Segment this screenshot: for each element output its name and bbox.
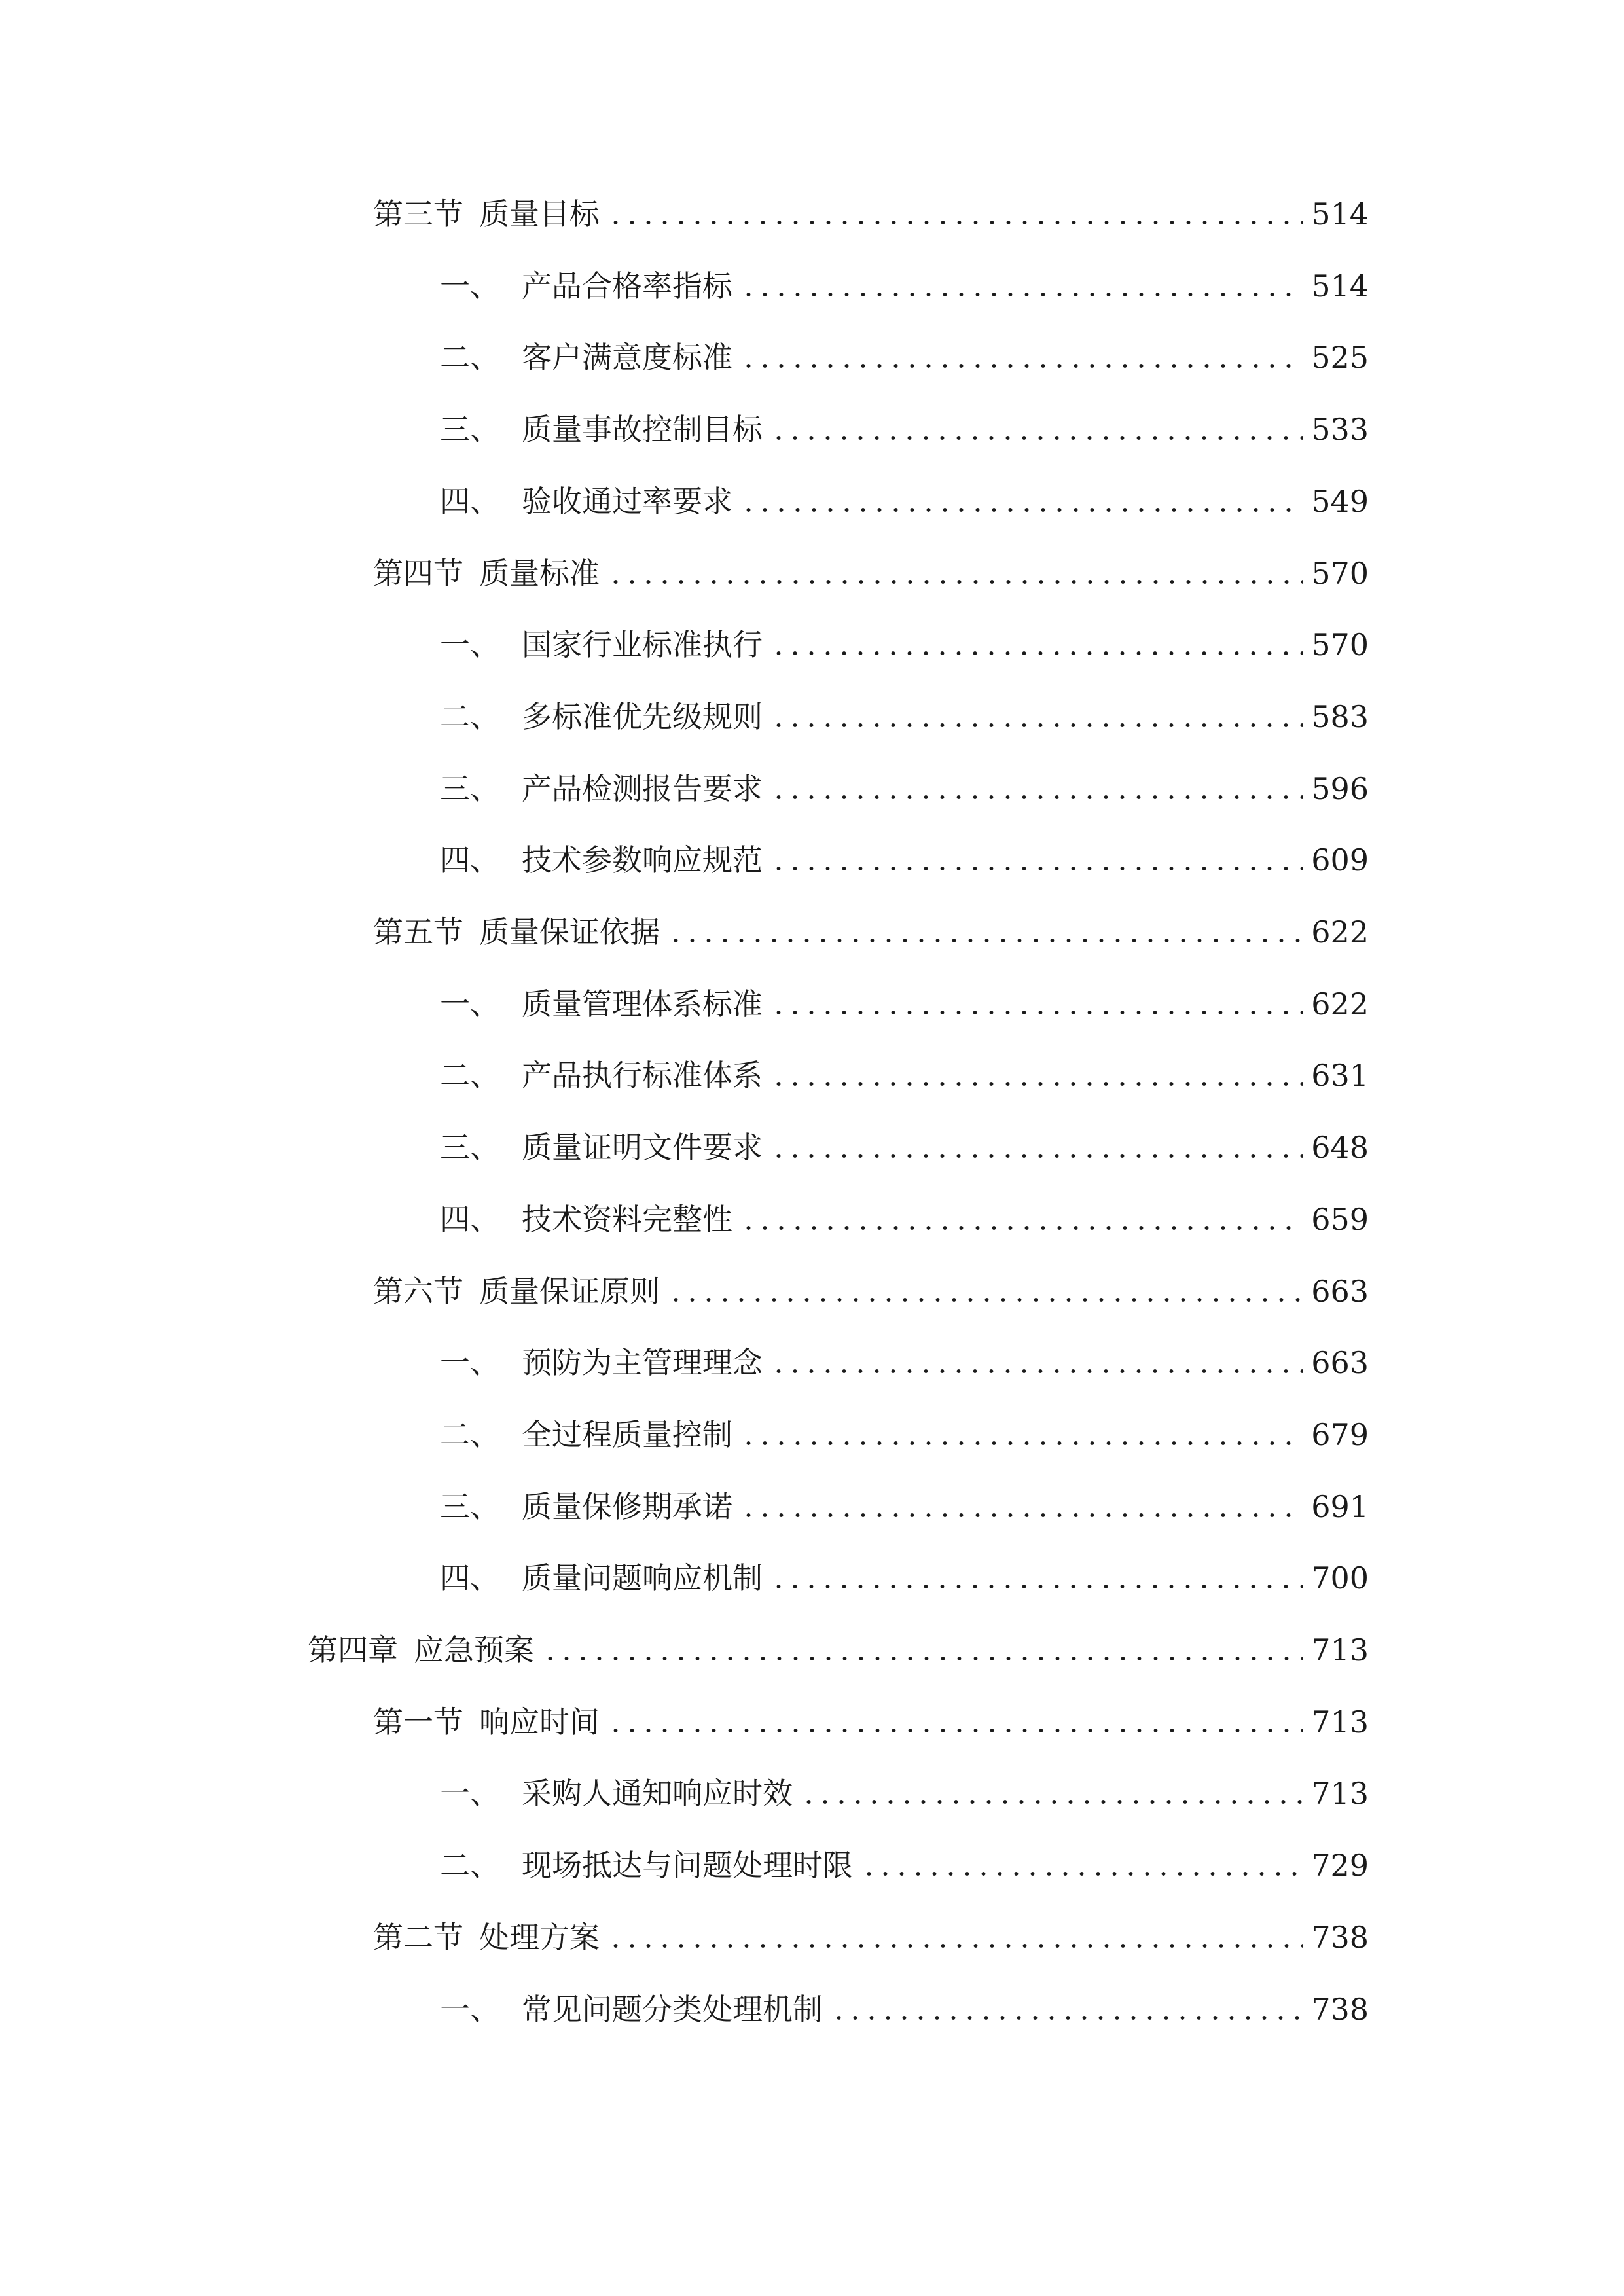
toc-entry-page-number: 713: [1311, 1776, 1369, 1811]
toc-entry-page-number: 700: [1311, 1560, 1369, 1596]
toc-entry-title: 质量问题响应机制: [522, 1560, 763, 1596]
toc-entry-page-number: 609: [1311, 842, 1369, 878]
dot-leader: [607, 1943, 1303, 1948]
toc-entry-title: 现场抵达与问题处理时限: [522, 1848, 853, 1883]
dot-leader: [770, 1153, 1303, 1158]
toc-entry-page-number: 663: [1311, 1345, 1369, 1380]
toc-entry-number: 二、: [440, 1417, 500, 1452]
dot-leader: [607, 1728, 1303, 1733]
toc-entry-item[interactable]: [440, 406, 1369, 452]
dot-leader: [801, 1799, 1303, 1804]
toc-entry-title: 质量事故控制目标: [522, 412, 763, 447]
toc-entry-number: 第六节: [373, 1274, 463, 1309]
toc-entry-title: 常见问题分类处理机制: [522, 1992, 823, 2027]
toc-entry-title: 客户满意度标准: [522, 340, 732, 375]
dot-leader: [770, 1369, 1303, 1374]
toc-entry-title: 多标准优先级规则: [522, 699, 763, 734]
toc-entry-page-number: 570: [1311, 627, 1369, 662]
toc-entry-number: 四、: [440, 842, 500, 878]
dot-leader: [668, 938, 1303, 943]
toc-entry-page-number: 570: [1311, 556, 1369, 591]
toc-entry-title: 质量保证依据: [479, 914, 660, 950]
toc-entry-number: 四、: [440, 1202, 500, 1237]
toc-entry-item[interactable]: [440, 478, 1369, 524]
toc-entry-title: 质量标准: [479, 556, 600, 591]
toc-entry-number: 三、: [440, 412, 500, 447]
toc-entry-number: 二、: [440, 340, 500, 375]
toc-entry-item[interactable]: [440, 1124, 1369, 1170]
toc-entry-item[interactable]: [440, 1340, 1369, 1386]
toc-entry-item[interactable]: [440, 981, 1369, 1027]
dot-leader: [770, 1584, 1303, 1589]
toc-entry-page-number: 549: [1311, 484, 1369, 519]
toc-entry-item[interactable]: [440, 622, 1369, 668]
toc-entry-item[interactable]: [440, 1412, 1369, 1458]
toc-entry-number: 一、: [440, 1345, 500, 1380]
dot-leader: [770, 1081, 1303, 1086]
toc-entry-title: 质量管理体系标准: [522, 986, 763, 1022]
toc-entry-title: 全过程质量控制: [522, 1417, 732, 1452]
toc-entry-title: 采购人通知响应时效: [522, 1776, 793, 1811]
toc-entry-section[interactable]: [373, 1268, 1369, 1314]
dot-leader: [770, 1010, 1303, 1015]
toc-entry-title: 质量目标: [479, 196, 600, 232]
dot-leader: [740, 1225, 1303, 1230]
dot-leader: [770, 435, 1303, 440]
toc-entry-page-number: 583: [1311, 699, 1369, 734]
toc-entry-number: 第五节: [373, 914, 463, 950]
toc-entry-number: 第一节: [373, 1704, 463, 1740]
toc-entry-page-number: 659: [1311, 1202, 1369, 1237]
toc-entry-page-number: 729: [1311, 1848, 1369, 1883]
toc-entry-item[interactable]: [440, 837, 1369, 883]
dot-leader: [770, 651, 1303, 656]
toc-entry-section[interactable]: [373, 550, 1369, 596]
toc-entry-page-number: 596: [1311, 771, 1369, 806]
dot-leader: [542, 1656, 1303, 1661]
toc-entry-page-number: 622: [1311, 914, 1369, 950]
toc-entry-title: 技术资料完整性: [522, 1202, 732, 1237]
toc-entry-title: 质量证明文件要求: [522, 1130, 763, 1165]
toc-entry-number: 三、: [440, 771, 500, 806]
toc-entry-chapter[interactable]: [308, 1627, 1369, 1673]
toc-entry-item[interactable]: [440, 263, 1369, 309]
toc-entry-title: 产品执行标准体系: [522, 1058, 763, 1093]
toc-entry-page-number: 663: [1311, 1274, 1369, 1309]
toc-entry-item[interactable]: [440, 1484, 1369, 1530]
toc-entry-number: 四、: [440, 484, 500, 519]
toc-entry-title: 产品合格率指标: [522, 268, 732, 304]
toc-entry-title: 处理方案: [479, 1920, 600, 1955]
toc-entry-title: 产品检测报告要求: [522, 771, 763, 806]
toc-entry-title: 质量保证原则: [479, 1274, 660, 1309]
toc-entry-number: 二、: [440, 699, 500, 734]
toc-entry-title: 国家行业标准执行: [522, 627, 763, 662]
toc-entry-number: 第四节: [373, 556, 463, 591]
dot-leader: [740, 363, 1303, 368]
toc-entry-number: 一、: [440, 268, 500, 304]
toc-entry-title: 质量保修期承诺: [522, 1489, 732, 1524]
toc-entry-number: 三、: [440, 1130, 500, 1165]
toc-entry-number: 二、: [440, 1848, 500, 1883]
dot-leader: [740, 1441, 1303, 1446]
dot-leader: [607, 579, 1303, 584]
toc-entry-item[interactable]: [440, 766, 1369, 812]
toc-entry-number: 第二节: [373, 1920, 463, 1955]
toc-entry-item[interactable]: [440, 1842, 1369, 1888]
dot-leader: [607, 220, 1303, 225]
toc-entry-page-number: 514: [1311, 268, 1369, 304]
dot-leader: [831, 2015, 1303, 2020]
toc-entry-page-number: 533: [1311, 412, 1369, 447]
dot-leader: [770, 723, 1303, 728]
toc-entry-number: 一、: [440, 627, 500, 662]
toc-entry-section[interactable]: [373, 909, 1369, 955]
toc-entry-page-number: 713: [1311, 1632, 1369, 1668]
toc-entry-number: 一、: [440, 1776, 500, 1811]
toc-entry-item[interactable]: [440, 1555, 1369, 1601]
toc-entry-item[interactable]: [440, 1196, 1369, 1242]
toc-entry-page-number: 738: [1311, 1920, 1369, 1955]
toc-entry-number: 三、: [440, 1489, 500, 1524]
toc-entry-number: 四、: [440, 1560, 500, 1596]
toc-entry-page-number: 525: [1311, 340, 1369, 375]
toc-entry-number: 一、: [440, 1992, 500, 2027]
dot-leader: [740, 507, 1303, 512]
toc-entry-item[interactable]: [440, 694, 1369, 740]
toc-entry-item[interactable]: [440, 1770, 1369, 1816]
toc-entry-page-number: 679: [1311, 1417, 1369, 1452]
toc-entry-section[interactable]: [373, 1914, 1369, 1960]
toc-entry-title: 预防为主管理理念: [522, 1345, 763, 1380]
dot-leader: [770, 795, 1303, 800]
toc-entry-number: 第四章: [308, 1632, 398, 1668]
toc-entry-page-number: 648: [1311, 1130, 1369, 1165]
toc-entry-title: 验收通过率要求: [522, 484, 732, 519]
toc-entry-item[interactable]: [440, 1052, 1369, 1098]
toc-entry-page-number: 631: [1311, 1058, 1369, 1093]
toc-entry-title: 技术参数响应规范: [522, 842, 763, 878]
dot-leader: [861, 1871, 1303, 1876]
toc-entry-page-number: 713: [1311, 1704, 1369, 1740]
toc-entry-section[interactable]: [373, 191, 1369, 237]
dot-leader: [770, 866, 1303, 871]
toc-entry-page-number: 622: [1311, 986, 1369, 1022]
toc-entry-item[interactable]: [440, 334, 1369, 380]
dot-leader: [740, 292, 1303, 297]
toc-entry-number: 第三节: [373, 196, 463, 232]
toc-entry-title: 响应时间: [479, 1704, 600, 1740]
toc-entry-page-number: 514: [1311, 196, 1369, 232]
dot-leader: [740, 1513, 1303, 1518]
toc-entry-number: 二、: [440, 1058, 500, 1093]
toc-entry-item[interactable]: [440, 1986, 1369, 2032]
toc-entry-section[interactable]: [373, 1699, 1369, 1745]
toc-entry-title: 应急预案: [414, 1632, 534, 1668]
dot-leader: [668, 1297, 1303, 1302]
toc-entry-page-number: 691: [1311, 1489, 1369, 1524]
toc-entry-page-number: 738: [1311, 1992, 1369, 2027]
toc-entry-number: 一、: [440, 986, 500, 1022]
